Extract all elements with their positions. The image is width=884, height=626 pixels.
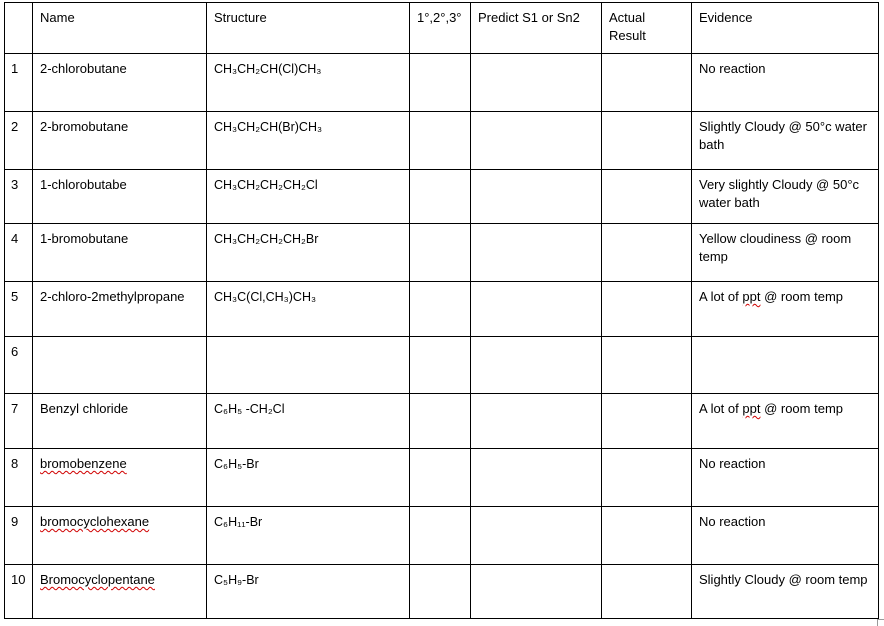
cell-structure[interactable] <box>207 54 410 112</box>
num-text: 7 <box>11 401 19 416</box>
name-text: bromocyclohexane <box>40 514 150 529</box>
evidence-text: No reaction <box>699 456 766 471</box>
structure-text: CH₃CH₂CH₂CH₂Cl <box>214 178 318 192</box>
structure-text: C₆H₅ -CH₂Cl <box>214 402 285 416</box>
table-row <box>5 112 879 170</box>
cell-actual[interactable] <box>602 507 692 565</box>
cell-degree[interactable] <box>410 54 471 112</box>
num-text: 3 <box>11 177 19 192</box>
table-row <box>5 282 879 337</box>
header-predict[interactable]: Predict S1 or Sn2 <box>471 3 602 54</box>
evidence-text: No reaction <box>699 514 766 529</box>
cell-structure[interactable] <box>207 394 410 449</box>
num-text: 8 <box>11 456 19 471</box>
cell-predict[interactable] <box>471 449 602 507</box>
table-row <box>5 337 879 394</box>
cell-predict[interactable] <box>471 394 602 449</box>
cell-evidence[interactable] <box>692 112 879 170</box>
cell-predict[interactable] <box>471 54 602 112</box>
cell-actual[interactable] <box>602 282 692 337</box>
cell-structure[interactable] <box>207 170 410 224</box>
cell-num[interactable] <box>5 112 33 170</box>
evidence-text: Yellow cloudiness @ room temp <box>699 231 852 264</box>
num-text: 5 <box>11 289 19 304</box>
cell-num[interactable] <box>5 565 33 619</box>
num-text: 1 <box>11 61 19 76</box>
cell-predict[interactable] <box>471 224 602 282</box>
table-row <box>5 224 879 282</box>
cell-num[interactable] <box>5 507 33 565</box>
cell-evidence[interactable] <box>692 224 879 282</box>
cell-num[interactable] <box>5 337 33 394</box>
cell-actual[interactable] <box>602 112 692 170</box>
structure-text: C₆H₁₁-Br <box>214 515 263 529</box>
name-text: bromobenzene <box>40 456 127 471</box>
num-text: 4 <box>11 231 19 246</box>
header-num[interactable] <box>5 3 33 54</box>
header-name[interactable]: Name <box>33 3 207 54</box>
cell-degree[interactable] <box>410 282 471 337</box>
cell-degree[interactable] <box>410 112 471 170</box>
header-row <box>5 3 879 54</box>
cell-num[interactable] <box>5 394 33 449</box>
cell-num[interactable] <box>5 282 33 337</box>
cell-predict[interactable] <box>471 337 602 394</box>
cell-structure[interactable] <box>207 565 410 619</box>
cell-evidence[interactable] <box>692 282 879 337</box>
cell-evidence[interactable] <box>692 394 879 449</box>
table-row <box>5 394 879 449</box>
cell-structure[interactable] <box>207 112 410 170</box>
cell-actual[interactable] <box>602 394 692 449</box>
cell-predict[interactable] <box>471 170 602 224</box>
evidence-text: Very slightly Cloudy @ 50°c water bath <box>699 177 860 210</box>
num-text: 10 <box>11 572 26 587</box>
table-row <box>5 170 879 224</box>
cell-evidence[interactable] <box>692 565 879 619</box>
cell-degree[interactable] <box>410 224 471 282</box>
name-text: 2-bromobutane <box>40 119 129 134</box>
cell-actual[interactable] <box>602 170 692 224</box>
cell-structure[interactable] <box>207 507 410 565</box>
name-text: 1-chlorobutabe <box>40 177 127 192</box>
cell-name[interactable] <box>33 337 207 394</box>
cell-name[interactable] <box>33 282 207 337</box>
table-row <box>5 507 879 565</box>
structure-text: CH₃CH₂CH₂CH₂Br <box>214 232 319 246</box>
header-degree[interactable]: 1°,2°,3° <box>410 3 471 54</box>
structure-text: CH₃C(Cl,CH₃)CH₃ <box>214 290 317 304</box>
cell-evidence[interactable] <box>692 449 879 507</box>
table-row <box>5 54 879 112</box>
num-text: 6 <box>11 344 19 359</box>
evidence-text: A lot of ppt @ room temp <box>699 289 844 304</box>
num-text: 9 <box>11 514 19 529</box>
cell-degree[interactable] <box>410 394 471 449</box>
cell-name[interactable] <box>33 565 207 619</box>
cell-degree[interactable] <box>410 337 471 394</box>
name-text: 1-bromobutane <box>40 231 129 246</box>
cell-num[interactable] <box>5 170 33 224</box>
cell-predict[interactable] <box>471 565 602 619</box>
cell-name[interactable] <box>33 112 207 170</box>
structure-text: CH₃CH₂CH(Cl)CH₃ <box>214 62 322 76</box>
cell-actual[interactable] <box>602 565 692 619</box>
cell-evidence[interactable] <box>692 54 879 112</box>
num-text: 2 <box>11 119 19 134</box>
evidence-text: A lot of ppt @ room temp <box>699 401 844 416</box>
cell-structure[interactable] <box>207 337 410 394</box>
structure-text: C₆H₅-Br <box>214 457 259 471</box>
structure-text: C₅H₉-Br <box>214 573 259 587</box>
name-text: Bromocyclopentane <box>40 572 155 587</box>
cell-name[interactable] <box>33 394 207 449</box>
name-text: 2-chlorobutane <box>40 61 127 76</box>
cell-evidence[interactable] <box>692 507 879 565</box>
evidence-text: No reaction <box>699 61 766 76</box>
cell-predict[interactable] <box>471 112 602 170</box>
header-evidence[interactable]: Evidence <box>692 3 879 54</box>
cell-name[interactable] <box>33 170 207 224</box>
cell-actual[interactable] <box>602 449 692 507</box>
cell-predict[interactable] <box>471 507 602 565</box>
cell-predict[interactable] <box>471 282 602 337</box>
cell-evidence[interactable] <box>692 170 879 224</box>
cell-name[interactable] <box>33 54 207 112</box>
cell-degree[interactable] <box>410 507 471 565</box>
structure-text: CH₃CH₂CH(Br)CH₃ <box>214 120 323 134</box>
cell-degree[interactable] <box>410 449 471 507</box>
name-text: 2-chloro-2methylpropane <box>40 289 185 304</box>
cell-degree[interactable] <box>410 565 471 619</box>
table-row <box>5 565 879 619</box>
evidence-text: Slightly Cloudy @ room temp <box>699 572 868 587</box>
cell-num[interactable] <box>5 224 33 282</box>
cell-num[interactable] <box>5 54 33 112</box>
cell-structure[interactable] <box>207 449 410 507</box>
cell-actual[interactable] <box>602 337 692 394</box>
cell-num[interactable] <box>5 449 33 507</box>
cell-degree[interactable] <box>410 170 471 224</box>
cell-actual[interactable] <box>602 54 692 112</box>
evidence-text: Slightly Cloudy @ 50°c water bath <box>699 119 867 152</box>
cell-actual[interactable] <box>602 224 692 282</box>
header-actual[interactable]: Actual Result <box>602 3 692 54</box>
cell-structure[interactable] <box>207 224 410 282</box>
results-table <box>4 2 879 619</box>
cell-name[interactable] <box>33 507 207 565</box>
cell-structure[interactable] <box>207 282 410 337</box>
table-row <box>5 449 879 507</box>
cell-name[interactable] <box>33 449 207 507</box>
header-structure[interactable]: Structure <box>207 3 410 54</box>
cell-evidence[interactable] <box>692 337 879 394</box>
cell-name[interactable] <box>33 224 207 282</box>
name-text: Benzyl chloride <box>40 401 129 416</box>
